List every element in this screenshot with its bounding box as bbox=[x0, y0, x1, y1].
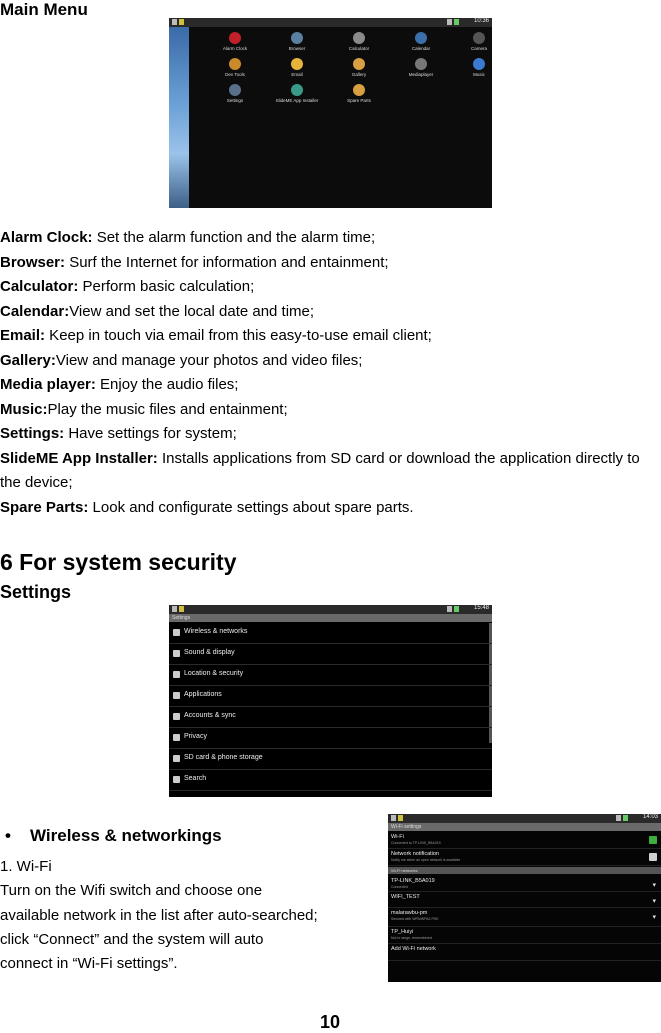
app-email[interactable] bbox=[271, 58, 323, 77]
email-icon bbox=[291, 58, 303, 70]
description-text: Perform basic calculation; bbox=[78, 278, 255, 295]
app-label: Alarm Clock bbox=[222, 46, 248, 51]
warning-icon bbox=[179, 606, 184, 612]
status-bar bbox=[388, 814, 661, 823]
description-text: Look and configurate settings about spare parts. bbox=[88, 498, 414, 516]
settings-icon bbox=[229, 84, 241, 96]
app-descriptions bbox=[0, 226, 660, 520]
wifi-instruction-line: click “Connect” and the system will auto bbox=[0, 930, 264, 948]
wifi-settings-screenshot bbox=[388, 814, 661, 982]
notification-icon bbox=[172, 606, 177, 612]
description-item bbox=[0, 226, 660, 251]
wifi-title: Wi-Fi settings bbox=[388, 823, 661, 831]
description-item bbox=[0, 398, 660, 423]
wifi-instruction-line: 1. Wi-Fi bbox=[0, 858, 52, 875]
wifi-row[interactable] bbox=[388, 849, 661, 866]
wifi-row-title: TP_Huiyi bbox=[391, 929, 414, 935]
wifi-row-title: WIFI_TEST bbox=[391, 894, 420, 900]
description-item bbox=[0, 447, 660, 496]
wallpaper-strip bbox=[169, 27, 189, 208]
description-text: View and set the local date and time; bbox=[69, 302, 315, 320]
description-term: Email: bbox=[0, 327, 46, 344]
sync-icon bbox=[173, 713, 180, 720]
main-menu-screenshot bbox=[169, 18, 492, 208]
privacy-icon bbox=[173, 734, 180, 741]
battery-icon bbox=[623, 815, 628, 821]
description-term: Media player: bbox=[0, 376, 96, 393]
wifi-row-title: TP-LINK_B5A019 bbox=[391, 878, 435, 884]
wifi-signal-icon: ▾ bbox=[652, 898, 656, 905]
description-text: Enjoy the audio files; bbox=[95, 376, 239, 393]
settings-screenshot bbox=[169, 605, 492, 797]
description-term: SlideME App Installer: bbox=[0, 449, 158, 467]
battery-icon bbox=[454, 606, 459, 612]
app-music[interactable] bbox=[453, 58, 492, 77]
wifi-row[interactable] bbox=[388, 892, 661, 908]
description-term: Alarm Clock: bbox=[0, 229, 93, 246]
description-term: Calendar: bbox=[0, 302, 70, 320]
bullet-heading-text: Wireless & networkings bbox=[30, 826, 222, 845]
clock: 15:48 bbox=[473, 605, 489, 611]
wifi-instructions bbox=[0, 855, 380, 976]
description-term: Browser: bbox=[0, 253, 66, 271]
app-browser[interactable] bbox=[271, 32, 323, 51]
app-label: Calculator bbox=[348, 46, 370, 51]
description-item bbox=[0, 422, 660, 447]
section-label: Wi-Fi networks bbox=[388, 867, 661, 874]
settings-item-label: Privacy bbox=[184, 733, 207, 740]
wifi-row-title: malarawbu-pm bbox=[391, 910, 428, 916]
settings-item[interactable] bbox=[169, 643, 492, 665]
app-alarm-clock[interactable] bbox=[209, 32, 261, 51]
wifi-instruction-line: Turn on the Wifi switch and choose one bbox=[0, 882, 263, 900]
description-item bbox=[0, 496, 660, 521]
settings-item-label: Accounts & sync bbox=[184, 712, 236, 719]
description-item bbox=[0, 300, 660, 325]
location-icon bbox=[173, 671, 180, 678]
main-menu-heading: Main Menu bbox=[0, 0, 88, 19]
wifi-row-subtitle: Connected bbox=[391, 885, 408, 889]
checkbox[interactable] bbox=[649, 836, 657, 844]
app-label: Spare Parts bbox=[347, 98, 371, 103]
settings-item-label: Sound & display bbox=[184, 649, 235, 656]
sd-icon bbox=[616, 815, 621, 821]
section-heading: 6 For system security bbox=[0, 549, 237, 575]
description-term: Settings: bbox=[0, 425, 65, 442]
notification-icon bbox=[172, 19, 177, 25]
calendar-icon bbox=[415, 32, 427, 44]
app-dev-tools[interactable] bbox=[209, 58, 261, 77]
status-bar bbox=[169, 605, 492, 614]
page-number: 10 bbox=[320, 1012, 341, 1032]
settings-item-label: Applications bbox=[184, 691, 222, 698]
description-item bbox=[0, 251, 660, 276]
settings-item-label: Wireless & networks bbox=[184, 628, 248, 635]
battery-icon bbox=[454, 19, 459, 25]
app-label: SlideME App Installer bbox=[275, 98, 319, 103]
app-calendar[interactable] bbox=[395, 32, 447, 51]
app-label: Email bbox=[291, 72, 303, 77]
settings-item-label: SD card & phone storage bbox=[184, 754, 263, 761]
music-icon bbox=[473, 58, 485, 70]
bullet-heading bbox=[5, 826, 222, 846]
wifi-row-subtitle: Not in range, remembered bbox=[391, 936, 432, 940]
settings-item[interactable] bbox=[169, 706, 492, 728]
app-label: Dev Tools bbox=[225, 72, 245, 77]
app-calculator[interactable] bbox=[333, 32, 385, 51]
warning-icon bbox=[179, 19, 184, 25]
spare-parts-icon bbox=[353, 84, 365, 96]
calculator-icon bbox=[353, 32, 365, 44]
description-text: Surf the Internet for information and entainment; bbox=[65, 253, 389, 271]
notification-icon bbox=[391, 815, 396, 821]
settings-item[interactable] bbox=[169, 664, 492, 686]
slideme-icon bbox=[291, 84, 303, 96]
app-label: Settings bbox=[226, 98, 244, 103]
app-label: Mediaplayer bbox=[408, 72, 434, 77]
wifi-signal-icon: ▾ bbox=[652, 882, 656, 889]
bullet-icon: • bbox=[5, 826, 11, 845]
wifi-instruction-line: connect in “Wi-Fi settings”. bbox=[0, 955, 178, 973]
description-text: Play the music files and entainment; bbox=[47, 400, 288, 418]
settings-item[interactable] bbox=[169, 748, 492, 770]
applications-icon bbox=[173, 692, 180, 699]
wifi-row[interactable] bbox=[388, 832, 661, 849]
wifi-row-subtitle: Notify me when an open network is available bbox=[391, 858, 461, 862]
search-icon bbox=[173, 776, 180, 783]
sd-icon bbox=[447, 606, 452, 612]
warning-icon bbox=[398, 815, 403, 821]
description-term: Gallery: bbox=[0, 351, 56, 369]
gallery-icon bbox=[353, 58, 365, 70]
speaker-icon bbox=[173, 650, 180, 657]
description-text: Installs applications from SD card or download the application directly to the device; bbox=[0, 449, 640, 491]
dev-tools-icon bbox=[229, 58, 241, 70]
camera-icon bbox=[473, 32, 485, 44]
app-gallery[interactable] bbox=[333, 58, 385, 77]
wifi-instruction-line: available network in the list after auto-searched; bbox=[0, 906, 318, 924]
wifi-locked-signal-icon: ▾ bbox=[652, 914, 656, 921]
app-settings[interactable] bbox=[209, 84, 261, 103]
wifi-row-subtitle: Connected to TP-LINK_B5A019 bbox=[391, 841, 441, 845]
settings-item-label: Search bbox=[184, 775, 207, 782]
app-slideme[interactable] bbox=[271, 84, 323, 103]
app-label: Camera bbox=[470, 46, 487, 51]
sd-icon bbox=[447, 19, 452, 25]
description-text: Have settings for system; bbox=[64, 425, 237, 442]
description-text: Keep in touch via email from this easy-to-use email client; bbox=[45, 327, 432, 344]
app-label: Calendar bbox=[411, 46, 431, 51]
wifi-row-title: Add Wi-Fi network bbox=[391, 946, 436, 952]
app-label: Music bbox=[473, 72, 485, 77]
description-term: Calculator: bbox=[0, 278, 79, 295]
app-label: Browser bbox=[288, 46, 306, 51]
wifi-icon bbox=[173, 629, 180, 636]
wifi-row-title: Wi-Fi bbox=[391, 834, 404, 840]
browser-icon bbox=[291, 32, 303, 44]
wifi-row[interactable] bbox=[388, 876, 661, 892]
description-term: Spare Parts: bbox=[0, 498, 89, 516]
settings-title: Settings bbox=[169, 614, 492, 622]
alarm-clock-icon bbox=[229, 32, 241, 44]
settings-item[interactable] bbox=[169, 727, 492, 749]
wifi-row[interactable] bbox=[388, 908, 661, 927]
description-item bbox=[0, 275, 660, 300]
wifi-row-title: Network notification bbox=[391, 851, 439, 857]
checkbox[interactable] bbox=[649, 853, 657, 861]
settings-item[interactable] bbox=[169, 622, 492, 644]
description-item bbox=[0, 324, 660, 349]
sd-card-icon bbox=[173, 755, 180, 762]
description-text: View and manage your photos and video files; bbox=[55, 351, 363, 369]
app-spare-parts[interactable] bbox=[333, 84, 385, 103]
app-camera[interactable] bbox=[453, 32, 492, 51]
mediaplayer-icon bbox=[415, 58, 427, 70]
settings-item[interactable] bbox=[169, 769, 492, 791]
clock: 14:03 bbox=[642, 814, 658, 820]
status-bar bbox=[169, 18, 492, 27]
settings-heading: Settings bbox=[0, 582, 72, 602]
description-item bbox=[0, 349, 660, 374]
app-label: Gallery bbox=[351, 72, 367, 77]
description-term: Music: bbox=[0, 400, 48, 418]
settings-item[interactable] bbox=[169, 685, 492, 707]
clock: 10:36 bbox=[473, 18, 489, 24]
wifi-row[interactable] bbox=[388, 944, 661, 961]
wifi-row-subtitle: Secured with WPA/WPA2 PSK bbox=[391, 917, 439, 921]
wifi-row[interactable] bbox=[388, 927, 661, 944]
app-mediaplayer[interactable] bbox=[395, 58, 447, 77]
settings-item-label: Location & security bbox=[184, 670, 244, 677]
description-text: Set the alarm function and the alarm time; bbox=[92, 229, 376, 246]
description-item bbox=[0, 373, 660, 398]
